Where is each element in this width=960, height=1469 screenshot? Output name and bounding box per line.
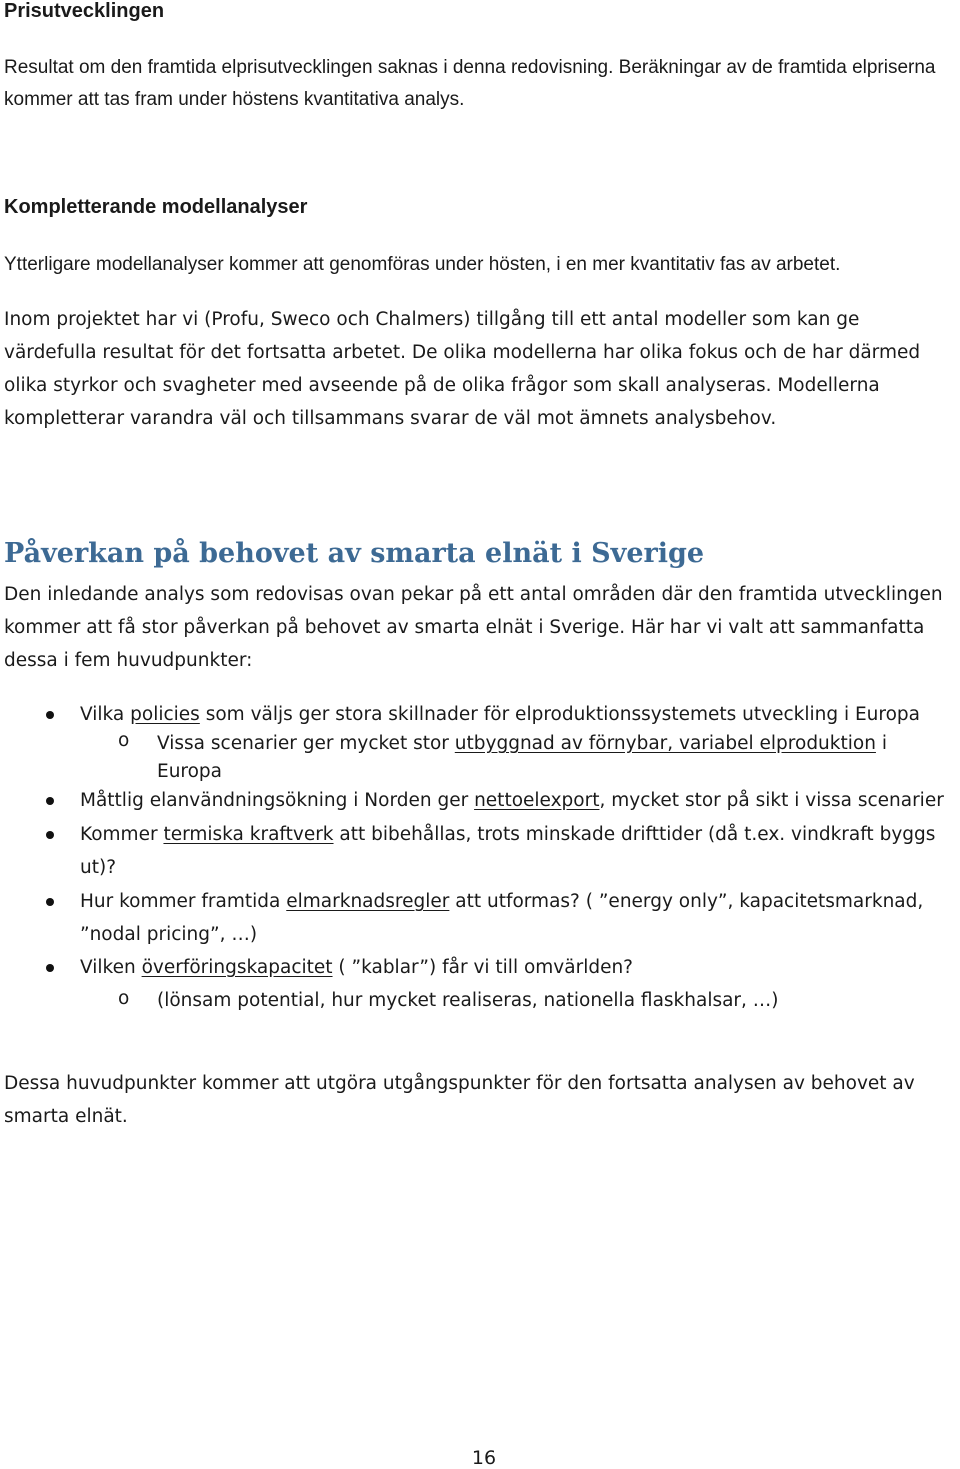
- bullet-text: att bibehållas, trots minskade drifttider (då t.ex. vindkraft byggs: [333, 824, 936, 845]
- bullet-termiska: [80, 820, 935, 850]
- link-elmarknadsregler: elmarknadsregler: [286, 891, 450, 912]
- bullet-text: Hur kommer framtida: [80, 891, 287, 912]
- bullet-dot: [46, 797, 54, 805]
- bullet-text: som väljs ger stora skillnader för elproduktionssystemets utveckling i Europa: [199, 704, 920, 725]
- paragraph-prisutvecklingen: Resultat om den framtida elprisutvecklingen saknas i denna redovisning. Beräkningar av de framtida elpriserna kommer att tas fram under höstens kvantitativa analys.: [4, 57, 936, 110]
- sub-bullet-text: i: [875, 733, 887, 754]
- bullet-text: ( ”kablar”) får vi till omvärlden?: [332, 957, 634, 978]
- bullet-text: Måttlig elanvändningsökning i Norden ger: [80, 790, 475, 811]
- bullet-text: att utformas? ( ”energy only”, kapacitetsmarknad,: [449, 891, 924, 912]
- bullet-dot: [46, 964, 54, 972]
- bullet-text: Kommer: [80, 824, 164, 845]
- bullet-elmarknadsregler: [80, 887, 923, 917]
- bullet-text: Vilken: [80, 957, 142, 978]
- link-nettoelexport: nettoelexport: [474, 790, 600, 811]
- bullet-text: , mycket stor på sikt i vissa scenarier: [599, 790, 944, 811]
- bullet-text: Vilka: [80, 704, 131, 725]
- heading-smarta-elnat: Påverkan på behovet av smarta elnät i Sverige: [4, 538, 705, 569]
- bullet-overforingskapacitet: [80, 953, 633, 983]
- bullet-continuation: ”nodal pricing”, …): [80, 924, 258, 945]
- paragraph-ytterligare: Ytterligare modellanalyser kommer att genomföras under hösten, i en mer kvantitativ fas av arbetet.: [4, 254, 841, 275]
- sub-bullet-marker: o: [118, 730, 130, 751]
- link-overforingskapacitet: överföringskapacitet: [141, 957, 333, 978]
- bullet-dot: [46, 711, 54, 719]
- link-termiska-kraftverk: termiska kraftverk: [163, 824, 334, 845]
- bullet-policies: [80, 700, 920, 730]
- link-utbyggnad: utbyggnad av förnybar, variabel elproduktion: [454, 733, 876, 754]
- sub-bullet-text: Vissa scenarier ger mycket stor: [157, 733, 455, 754]
- paragraph-intro: Den inledande analys som redovisas ovan pekar på ett antal områden där den framtida utvecklingen kommer att få stor påverkan på behovet av smarta elnät i Sverige. Här har vi valt att sammanfatta dessa i fem huvudpunkter:: [4, 584, 943, 671]
- bullet-dot: [46, 898, 54, 906]
- bullet-elanvandning: [80, 786, 944, 816]
- paragraph-conclusion: Dessa huvudpunkter kommer att utgöra utgångspunkter för den fortsatta analysen av behovet av smarta elnät.: [4, 1073, 915, 1127]
- link-policies: policies: [130, 704, 200, 725]
- bullet-continuation: ut)?: [80, 857, 117, 878]
- page-number: 16: [471, 1447, 497, 1469]
- heading-prisutvecklingen: Prisutvecklingen: [4, 0, 165, 22]
- heading-kompletterande-modellanalyser: Kompletterande modellanalyser: [4, 196, 308, 218]
- sub-bullet-marker: o: [118, 988, 130, 1009]
- paragraph-inom-projektet: Inom projektet har vi (Profu, Sweco och Chalmers) tillgång till ett antal modeller som kan ge värdefulla resultat för det fortsatta arbetet. De olika modellerna har olika fokus och de har därmed olika styrkor och svagheter med avseende på de olika frågor som skall analyseras. Modellerna kompletterar varandra väl och tillsammans svarar de väl mot ämnets analysbehov.: [4, 309, 921, 429]
- sub-bullet-lonsam: (lönsam potential, hur mycket realiseras, nationella flaskhalsar, …): [157, 990, 779, 1011]
- sub-bullet-continuation: Europa: [157, 761, 223, 782]
- bullet-dot: [46, 831, 54, 839]
- sub-bullet-scenarier: [157, 729, 887, 759]
